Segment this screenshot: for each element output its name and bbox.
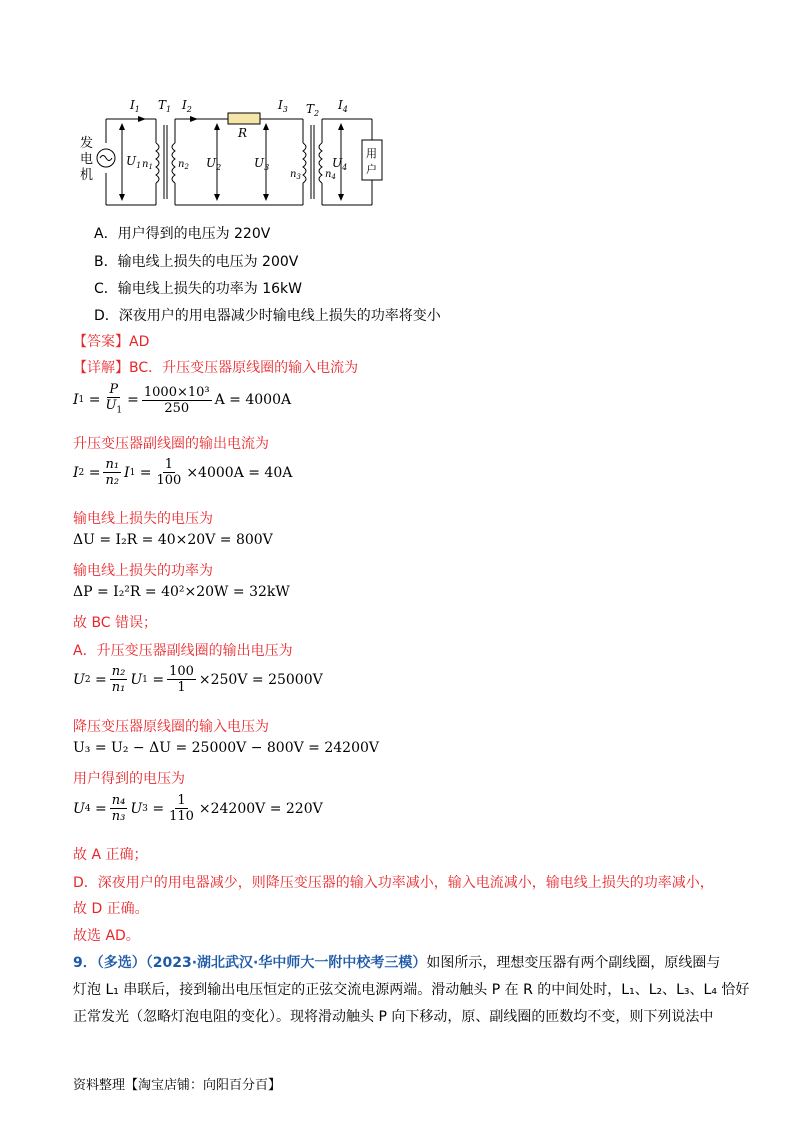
option-a: A．用户得到的电压为 220V (94, 226, 271, 242)
equation-4: ΔP = I₂²R = 40²×20W = 32kW (73, 584, 290, 600)
text-8: 用户得到的电压为 (73, 771, 185, 787)
question-tag: （多选）（2023·湖北武汉·华中师大一附中校考三模） (96, 955, 427, 971)
equation-7: U 4 = $\frac{\text{n₄}}{\text{n₃}}$ U 3 = $\frac{1}{110}$ ×24200V = 220V (73, 793, 323, 824)
user-label-2: 户 (366, 163, 377, 176)
question-9-line-2: 灯泡 L₁ 串联后，接到输出电压恒定的正弦交流电源两端。滑动触头 P 在 R 的中间处时，L₁、L₂、L₃、L₄ 恰好 (73, 982, 750, 998)
text-3: 输电线上损失的电压为 (73, 511, 213, 527)
label-U4: $U_4$ (332, 156, 348, 172)
generator-label-3: 机 (80, 168, 94, 183)
equation-6: U₃ = U₂ − ΔU = 25000V − 800V = 24200V (73, 740, 380, 756)
equation-3: ΔU = I₂R = 40×20V = 800V (73, 532, 273, 548)
label-T1: $T_1$ (158, 98, 172, 114)
question-9-line-3: 正常发光（忽略灯泡电阻的变化）。现将滑动触头 P 向下移动，原、副线圈的匝数均不变，则下列说法中 (73, 1009, 714, 1025)
footer: 资料整理【淘宝店铺：向阳百分百】 (73, 1078, 282, 1093)
label-T2: $T_2$ (306, 102, 320, 118)
detail-intro: 【详解】BC．升压变压器原线圈的输入电流为 (73, 360, 359, 376)
label-U2: $U_2$ (206, 156, 222, 172)
equation-2: I 2 = $\frac{\text{n₁}}{\text{n₂}}$ I 1 = $\frac{1}{100}$ ×4000A = 40A (73, 457, 293, 488)
label-n1: $n_1$ (142, 159, 153, 171)
question-number: 9． (73, 955, 97, 971)
text-7: 降压变压器原线圈的输入电压为 (73, 719, 269, 735)
generator-label-2: 电 (80, 152, 94, 167)
circuit-diagram (78, 95, 388, 215)
label-I4: $I_4$ (338, 98, 348, 114)
label-I3: $I_3$ (278, 98, 288, 114)
label-U1: $U_1$ (126, 154, 142, 170)
text-5: 故 BC 错误； (73, 615, 158, 631)
label-n2: $n_2$ (178, 159, 189, 171)
generator-label-1: 发 (80, 136, 94, 151)
answer: 【答案】AD (73, 334, 150, 350)
label-U3: $U_3$ (254, 156, 270, 172)
text-12: 故选 AD。 (73, 928, 140, 944)
option-b: B．输电线上损失的电压为 200V (94, 254, 299, 270)
label-n3: $n_3$ (290, 169, 301, 181)
option-d: D．深夜用户的用电器减少时输电线上损失的功率将变小 (94, 308, 441, 324)
user-label-1: 用 (366, 147, 377, 160)
text-11: 故 D 正确。 (73, 901, 149, 917)
text-9: 故 A 正确； (73, 847, 148, 863)
label-R: R (238, 126, 248, 140)
text-10: D．深夜用户的用电器减少，则降压变压器的输入功率减小，输入电流减小，输电线上损失的功率减小， (73, 875, 714, 891)
label-I2: $I_2$ (182, 98, 192, 114)
equation-1: I 1 = $\frac{P}{U_1}$ = $\frac{\text{1000×10³}}{250}$ A = 4000A (73, 382, 292, 416)
label-n4: $n_4$ (325, 169, 336, 181)
equation-5: U 2 = $\frac{\text{n₂}}{\text{n₁}}$ U 1 = $\frac{100}{1}$ ×250V = 25000V (73, 664, 323, 695)
text-6: A．升压变压器副线圈的输出电压为 (73, 643, 293, 659)
text-4: 输电线上损失的功率为 (73, 563, 213, 579)
label-I1: $I_1$ (130, 98, 140, 114)
question-9-line-1: 9．（多选）（2023·湖北武汉·华中师大一附中校考三模）如图所示，理想变压器有两个副线圈，原线圈与 (73, 955, 721, 971)
option-c: C．输电线上损失的功率为 16kW (94, 281, 302, 297)
text-2: 升压变压器副线圈的输出电流为 (73, 436, 269, 452)
